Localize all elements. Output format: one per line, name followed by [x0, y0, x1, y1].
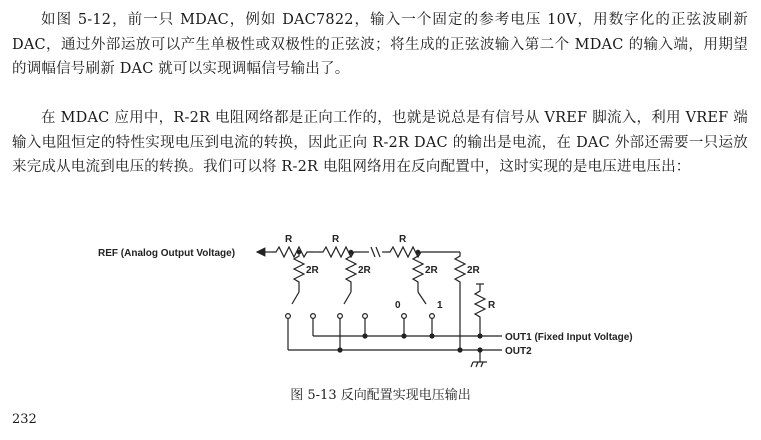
body-paragraph-2: 在 MDAC 应用中，R-2R 电阻网络都是正向工作的，也就是说总是有信号从 VREF 脚流入，利用 VREF 端输入电阻恒定的特性实现电压到电流的转换，因此正向 R-2R DAC 的输出是电流，在 DAC 外部还需要一只运放来完成从电流到电压的转换。我们可以将 R-2R 电阻网络用在反向配置中，这时实现的是电压进电压出：	[12, 110, 748, 175]
series-resistor-3-label: R	[399, 234, 407, 245]
junction-dot	[349, 250, 354, 255]
junction-dot	[337, 347, 342, 352]
shunt-resistor-1-label: 2R	[306, 265, 319, 276]
junction-dot	[297, 250, 302, 255]
junction-dot	[401, 333, 406, 338]
switch-contact	[363, 314, 368, 319]
figure-caption: 图 5-13 反向配置实现电压输出	[290, 388, 471, 403]
switch-blade-2	[344, 292, 351, 304]
ref-label: REF (Analog Output Voltage)	[98, 248, 236, 259]
switch-contact	[430, 314, 435, 319]
body-paragraph-1: 如图 5-12，前一只 MDAC，例如 DAC7822，输入一个固定的参考电压 10V，用数字化的正弦波刷新 DAC，通过外部运放可以产生单极性或双极性的正弦波；将生成的正弦波输入第二个 MDAC 的输入端，用期望的调幅信号刷新 DAC 就可以实现调幅信号输出了。	[12, 12, 748, 77]
switch-contact	[286, 314, 291, 319]
switch-contact	[311, 314, 316, 319]
switch-blade-3	[418, 292, 426, 304]
page-number: 232	[12, 412, 37, 427]
series-resistor-3	[386, 247, 460, 257]
shunt-resistor-3-label: 2R	[425, 265, 438, 276]
junction-dot	[416, 250, 421, 255]
series-resistor-2	[317, 247, 360, 257]
junction-dot	[477, 347, 482, 352]
shunt-resistor-4-label: 2R	[467, 265, 480, 276]
junction-dot	[477, 333, 482, 338]
junction-dot	[362, 333, 367, 338]
shunt-resistor-2-label: 2R	[358, 265, 371, 276]
series-resistor-2-label: R	[332, 234, 340, 245]
feedback-resistor	[475, 288, 485, 321]
series-resistor-1	[272, 247, 314, 257]
out1-label: OUT1 (Fixed Input Voltage)	[505, 332, 633, 343]
series-resistor-1-label: R	[285, 234, 293, 245]
shunt-resistor-1	[294, 252, 304, 286]
switch-1-label: 1	[437, 300, 443, 311]
switch-contact	[338, 314, 343, 319]
rail-break-mark	[371, 247, 375, 257]
junction-dot	[429, 333, 434, 338]
switch-0-label: 0	[395, 300, 401, 311]
switch-contact	[402, 314, 407, 319]
out2-label: OUT2	[505, 346, 532, 357]
feedback-resistor-label: R	[488, 300, 496, 311]
r2r-inverted-circuit-diagram	[92, 228, 672, 376]
switch-blade-1	[292, 292, 299, 304]
junction-dot	[457, 347, 462, 352]
shunt-resistor-4	[455, 252, 465, 286]
